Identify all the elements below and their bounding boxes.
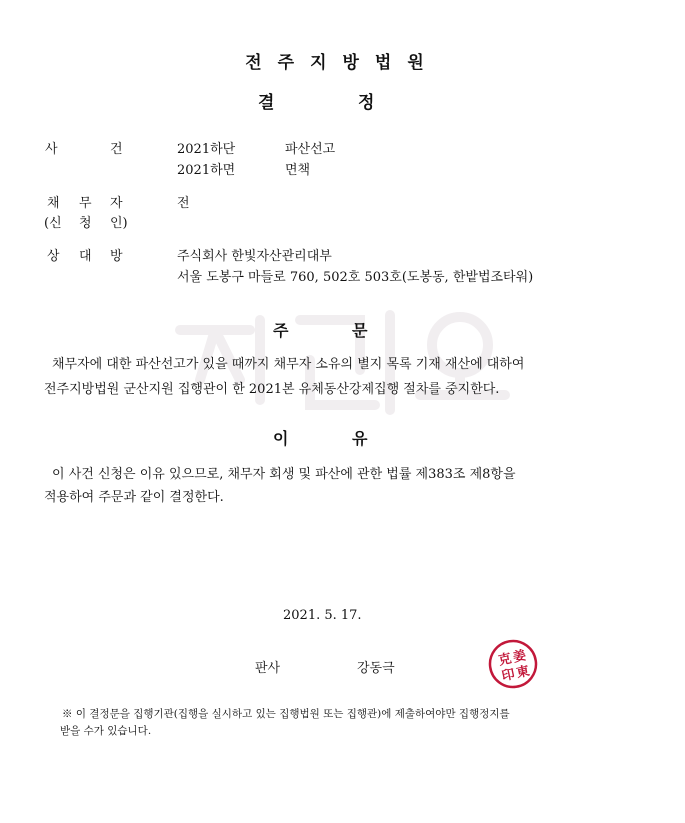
footnote-line-2: 받을 수가 있습니다.	[60, 725, 152, 737]
applicant-label-char-2: 청	[79, 216, 92, 231]
order-heading-char-2: 문	[352, 321, 368, 340]
applicant-label-char-1: (신	[44, 216, 62, 231]
order-text-line-2: 전주지방법원 군산지원 집행관이 한 2021본 유체동산강제집행 절차를 중지한다.	[44, 382, 500, 397]
reason-heading-char-2: 유	[352, 429, 368, 448]
judge-seal-stamp	[487, 638, 539, 690]
reason-text-line-1: 이 사건 신청은 이유 있으므로, 채무자 회생 및 파산에 관한 법률 제383조 제8항을	[52, 467, 516, 482]
debtor-label-char-3: 자	[110, 196, 123, 211]
opponent-name: 주식회사 한빛자산관리대부	[177, 249, 332, 264]
document-title-char-2: 정	[358, 93, 375, 113]
debtor-label-char-2: 무	[79, 196, 92, 211]
seal-char-tl: 克	[497, 651, 513, 669]
order-text-line-1: 채무자에 대한 파산선고가 있을 때까지 채무자 소유의 별지 목록 기재 재산에 대하여	[52, 357, 525, 372]
seal-char-br: 東	[515, 663, 531, 682]
court-name: 전주지방법원	[245, 53, 440, 73]
case-number-1: 2021하단	[177, 142, 236, 157]
document-title-char-1: 결	[258, 93, 275, 113]
debtor-name: 전	[177, 196, 190, 211]
order-heading-char-1: 주	[273, 321, 289, 340]
judge-title: 판사	[255, 661, 281, 676]
case-type-2: 면책	[285, 163, 311, 178]
judge-name: 강동극	[357, 661, 395, 676]
reason-text-line-2: 적용하여 주문과 같이 결정한다.	[44, 490, 224, 505]
opponent-label-char-1: 상	[47, 249, 60, 264]
applicant-label-char-3: 인)	[110, 216, 128, 231]
case-number-2: 2021하면	[177, 163, 236, 178]
decision-date: 2021. 5. 17.	[283, 608, 362, 623]
seal-char-bl: 印	[500, 667, 517, 685]
seal-char-tr: 姜	[511, 648, 528, 666]
opponent-label-char-2: 대	[79, 249, 92, 264]
reason-heading-char-1: 이	[273, 429, 289, 448]
case-type-1: 파산선고	[285, 142, 336, 157]
case-label-char-2: 건	[110, 142, 123, 157]
case-label-char-1: 사	[45, 142, 58, 157]
debtor-label-char-1: 채	[47, 196, 60, 211]
footnote-line-1: ※ 이 결정문을 집행기관(집행을 실시하고 있는 집행법원 또는 집행관)에 제출하여야만 집행정지를	[62, 708, 510, 720]
opponent-label-char-3: 방	[110, 249, 123, 264]
opponent-address: 서울 도봉구 마들로 760, 502호 503호(도봉동, 한밭법조타워)	[177, 270, 534, 285]
